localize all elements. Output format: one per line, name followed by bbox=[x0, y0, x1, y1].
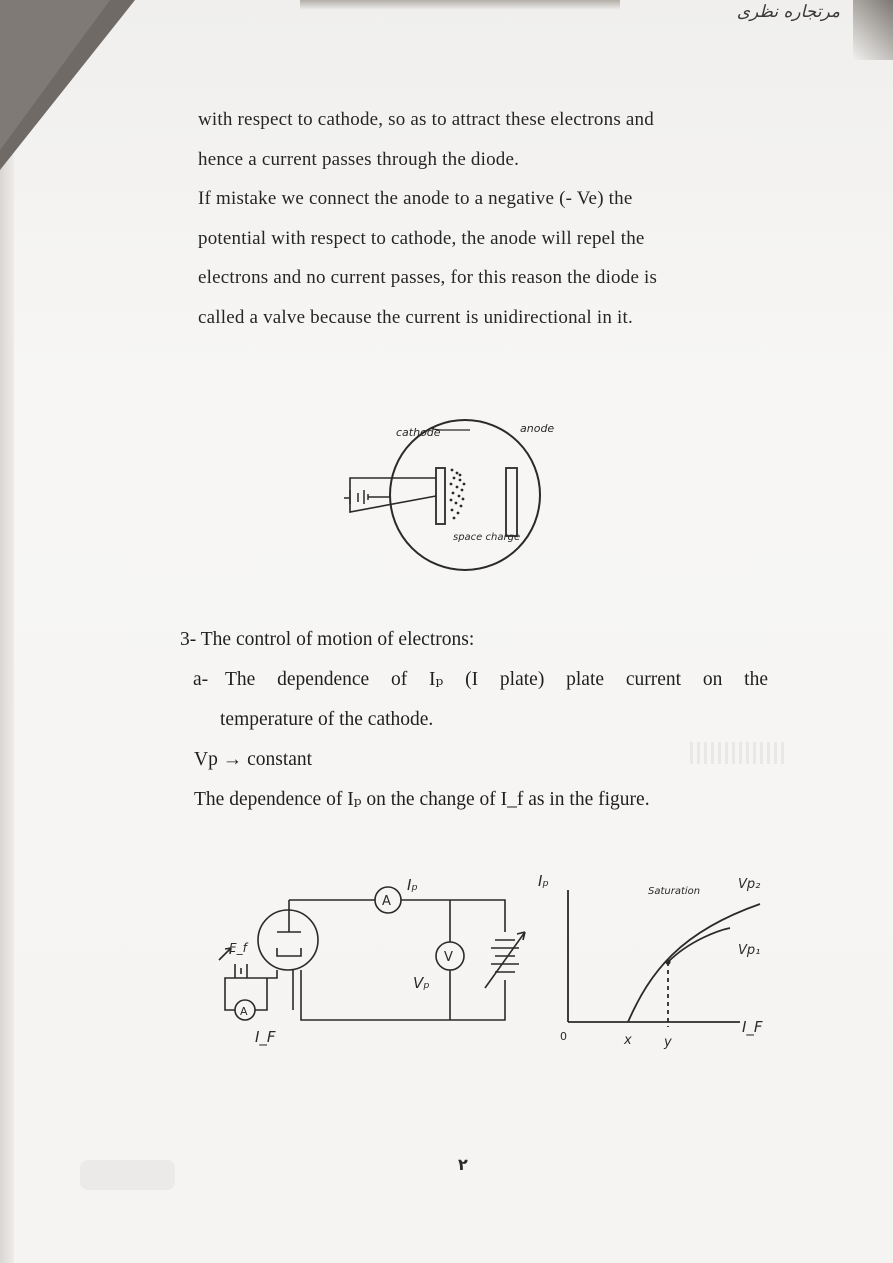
text-line: potential with respect to cathode, the anode will repel the bbox=[198, 227, 645, 249]
text-line: electrons and no current passes, for this reason the diode is bbox=[198, 267, 658, 288]
body-paragraph bbox=[198, 100, 758, 337]
circuit-diagram bbox=[205, 860, 550, 1060]
item-a-continuation: temperature of the cathode. bbox=[220, 709, 434, 730]
top-shadow bbox=[300, 0, 620, 10]
dependence-line: The dependence of Iₚ on the change of I_f as in the figure. bbox=[194, 789, 650, 810]
folded-corner-highlight bbox=[0, 0, 110, 150]
text-line: If mistake we connect the anode to a negative (- Ve) the bbox=[198, 188, 633, 209]
x-axis-label: I_F bbox=[742, 1018, 763, 1036]
text-line: with respect to cathode, so as to attract these electrons and bbox=[198, 109, 654, 130]
item-a-label: a- bbox=[193, 669, 209, 690]
heater-ammeter-symbol: A bbox=[240, 1005, 248, 1018]
page-edge bbox=[0, 0, 14, 1263]
space-charge-label: space charge bbox=[453, 532, 521, 543]
text-line: called a valve because the current is unidirectional in it. bbox=[198, 306, 633, 328]
bottom-wire bbox=[301, 970, 505, 1020]
origin-label: 0 bbox=[560, 1030, 567, 1043]
heater-battery bbox=[235, 964, 247, 978]
y-tick-label: y bbox=[664, 1035, 672, 1050]
cathode-plate bbox=[436, 468, 445, 524]
if-label: I_F bbox=[255, 1028, 276, 1046]
saturation-label: Saturation bbox=[648, 886, 701, 897]
x-tick-label: x bbox=[624, 1033, 632, 1048]
bleed-through-mark bbox=[690, 742, 785, 764]
bleed-through-mark bbox=[80, 1160, 175, 1190]
anode-plate bbox=[506, 468, 517, 536]
item-a-text: The dependence of Iₚ (I plate) plate current on the bbox=[225, 669, 768, 690]
tube-circle bbox=[258, 910, 318, 970]
anode-label: anode bbox=[520, 422, 555, 435]
space-charge-dots bbox=[450, 469, 466, 520]
tube-plate bbox=[277, 900, 301, 932]
cathode-label: cathode bbox=[396, 426, 441, 439]
item-a bbox=[180, 660, 768, 700]
text-line: hence a current passes through the diode. bbox=[198, 148, 520, 170]
heater-wire bbox=[350, 478, 436, 512]
y-axis-label: Iₚ bbox=[538, 872, 549, 890]
vp-label: Vₚ bbox=[413, 974, 430, 992]
vp2-label: Vp₂ bbox=[738, 877, 761, 892]
battery-symbol bbox=[344, 490, 390, 504]
ammeter-symbol: A bbox=[382, 894, 391, 909]
tube-cathode bbox=[277, 948, 301, 956]
corner-shadow-right bbox=[853, 0, 893, 60]
voltmeter-symbol: V bbox=[444, 950, 453, 965]
ip-label: Iₚ bbox=[407, 876, 418, 894]
ip-vs-if-graph bbox=[530, 862, 790, 1062]
curve-vp2 bbox=[628, 904, 760, 1022]
top-wire-right bbox=[401, 900, 505, 932]
plate-battery bbox=[491, 940, 519, 972]
section-3 bbox=[180, 620, 780, 820]
intersection-point bbox=[665, 959, 670, 964]
vp1-label: Vp₁ bbox=[738, 943, 761, 958]
ef-label: E_f bbox=[229, 941, 247, 955]
diode-tube-figure bbox=[330, 400, 570, 580]
handwritten-header: مرتجاره نظری bbox=[736, 2, 840, 22]
page-number: ٢ bbox=[458, 1155, 468, 1174]
section-heading: 3- The control of motion of electrons: bbox=[180, 629, 475, 650]
vp-constant-line: Vp → constant bbox=[194, 749, 313, 770]
